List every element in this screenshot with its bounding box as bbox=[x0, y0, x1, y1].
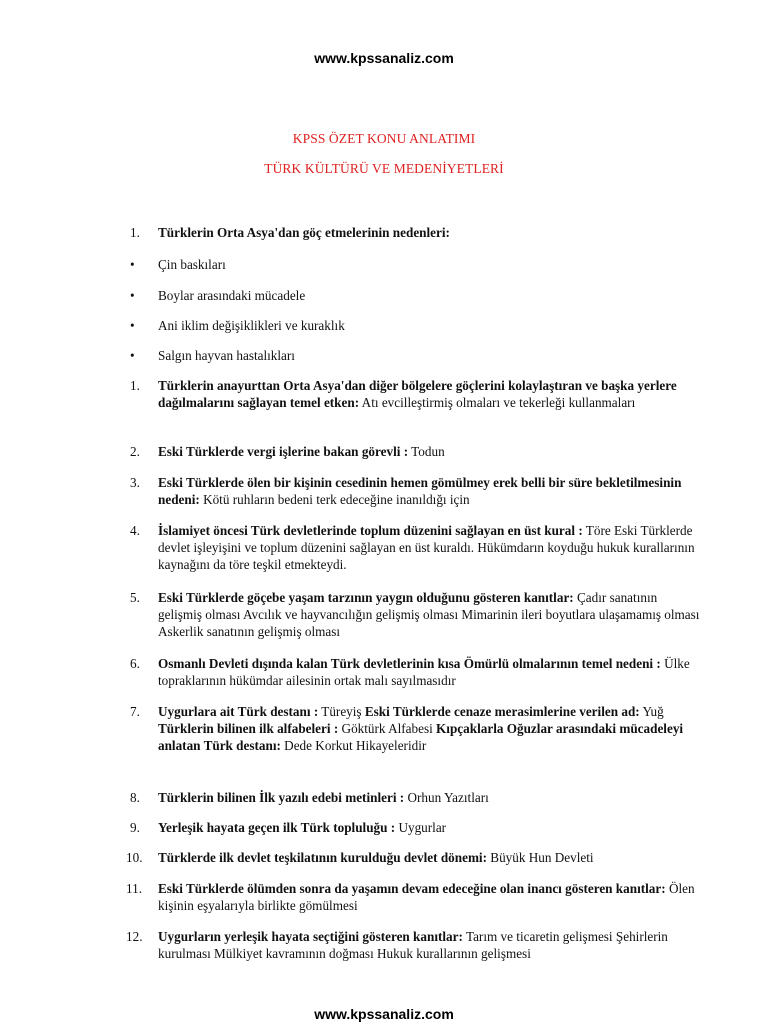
site-header: www.kpssanaliz.com bbox=[314, 50, 454, 66]
bullet-icon: • bbox=[130, 318, 135, 333]
title-block bbox=[0, 130, 768, 177]
item-question: İslamiyet öncesi Türk devletlerinde toplum düzenini sağlayan en üst kural : bbox=[158, 523, 583, 538]
bullet-icon: • bbox=[130, 257, 135, 272]
bullet-item bbox=[130, 317, 345, 334]
intro-heading bbox=[130, 224, 700, 241]
list-item bbox=[130, 789, 700, 806]
bullet-text: Salgın hayvan hastalıkları bbox=[158, 348, 295, 363]
intro-heading-text: Türklerin Orta Asya'dan göç etmelerinin nedenleri: bbox=[158, 225, 450, 240]
item-number: 5. bbox=[130, 590, 140, 605]
bullet-item bbox=[130, 287, 305, 304]
item-question: Eski Türklerde cenaze merasimlerine verilen ad: bbox=[364, 704, 640, 719]
item-number: 3. bbox=[130, 475, 140, 490]
list-item bbox=[126, 880, 700, 914]
bullet-icon: • bbox=[130, 348, 135, 363]
list-item bbox=[130, 474, 700, 508]
item-question: Yerleşik hayata geçen ilk Türk topluluğu : bbox=[158, 820, 396, 835]
list-item bbox=[130, 443, 700, 460]
list-item bbox=[130, 377, 700, 411]
item-answer: Orhun Yazıtları bbox=[404, 790, 489, 805]
item-number: 11. bbox=[126, 881, 142, 896]
item-question: Türklerde ilk devlet teşkilatının kurulduğu devlet dönemi: bbox=[158, 850, 487, 865]
item-answer: Tarım ve ticaretin gelişmesi Şehirlerin kurulması Mülkiyet kavramının doğması Hukuk kurallarının gelişmesi bbox=[158, 929, 668, 961]
item-number: 4. bbox=[130, 523, 140, 538]
item-question: Eski Türklerde göçebe yaşam tarzının yaygın olduğunu gösteren kanıtlar: bbox=[158, 590, 574, 605]
item-number: 6. bbox=[130, 656, 140, 671]
site-footer: www.kpssanaliz.com bbox=[314, 1006, 454, 1022]
item-question: Osmanlı Devleti dışında kalan Türk devletlerinin kısa Ömürlü olmalarının temel nedeni : bbox=[158, 656, 661, 671]
item-question: Kıpçaklarla Oğuzlar arasındaki mücadeleyi anlatan Türk destanı: bbox=[158, 721, 684, 753]
item-number: 9. bbox=[130, 820, 140, 835]
bullet-item bbox=[130, 256, 226, 273]
item-answer: Uygurlar bbox=[395, 820, 447, 835]
item-question: Uygurlara ait Türk destanı : bbox=[158, 704, 319, 719]
item-answer: Dede Korkut Hikayeleridir bbox=[280, 738, 427, 753]
item-question: Türklerin anayurttan Orta Asya'dan diğer bölgelere göçlerini kolaylaştıran ve başka yerlere dağılmalarını sağlayan temel etken: bbox=[158, 378, 677, 410]
item-number: 8. bbox=[130, 790, 140, 805]
bullet-item bbox=[130, 347, 295, 364]
list-item bbox=[126, 928, 700, 962]
item-question: Türklerin bilinen İlk yazılı edebi metinleri : bbox=[158, 790, 405, 805]
item-answer: Büyük Hun Devleti bbox=[487, 850, 594, 865]
list-item bbox=[130, 819, 700, 836]
list-item bbox=[130, 522, 700, 573]
item-number: 2. bbox=[130, 444, 140, 459]
item-answer: Çadır sanatının gelişmiş olması Avcılık ve hayvancılığın gelişmiş olması Mimarinin ileri boyutlara ulaşamamış olması Askerlik sanatının gelişmiş olması bbox=[158, 590, 700, 639]
list-item bbox=[130, 703, 700, 754]
bullet-text: Çin baskıları bbox=[158, 257, 226, 272]
document-subtitle: TÜRK KÜLTÜRÜ VE MEDENİYETLERİ bbox=[264, 161, 504, 176]
list-item bbox=[130, 589, 700, 640]
item-number: 1. bbox=[130, 225, 140, 240]
item-answer: Todun bbox=[408, 444, 445, 459]
bullet-icon: • bbox=[130, 288, 135, 303]
list-item bbox=[126, 849, 700, 866]
item-answer: Yuğ bbox=[639, 704, 664, 719]
item-question: Uygurların yerleşik hayata seçtiğini gösteren kanıtlar: bbox=[158, 929, 463, 944]
item-answer: Göktürk Alfabesi bbox=[338, 721, 437, 736]
item-question: Eski Türklerde vergi işlerine bakan görevli : bbox=[158, 444, 409, 459]
list-item bbox=[130, 655, 700, 689]
item-question: Türklerin bilinen ilk alfabeleri : bbox=[158, 721, 339, 736]
item-answer: Ülke topraklarının hükümdar ailesinin ortak malı sayılmasıdır bbox=[158, 656, 690, 688]
item-number: 1. bbox=[130, 378, 140, 393]
item-number: 7. bbox=[130, 704, 140, 719]
bullet-text: Boylar arasındaki mücadele bbox=[158, 288, 306, 303]
item-question: Eski Türklerde ölümden sonra da yaşamın devam edeceğine olan inancı gösteren kanıtlar: bbox=[158, 881, 666, 896]
item-answer: Töre Eski Türklerde devlet işleyişini ve toplum düzenini sağlayan en üst kuraldı. Hükümdarın koyduğu hukuk kurallarının kaynağını da töre teşkil etmekteydi. bbox=[158, 523, 695, 572]
item-answer: Kötü ruhların bedeni terk edeceğine inanıldığı için bbox=[199, 492, 470, 507]
item-answer: Atı evcilleştirmiş olmaları ve tekerleği kullanmaları bbox=[359, 395, 636, 410]
item-question: Eski Türklerde ölen bir kişinin cesedinin hemen gömülmey erek belli bir süre bekletilmesinin nedeni: bbox=[158, 475, 682, 507]
document-title: KPSS ÖZET KONU ANLATIMI bbox=[292, 131, 476, 146]
item-answer: Türeyiş bbox=[318, 704, 365, 719]
item-number: 12. bbox=[126, 929, 143, 944]
item-number: 10. bbox=[126, 850, 143, 865]
item-answer: Ölen kişinin eşyalarıyla birlikte gömülmesi bbox=[158, 881, 695, 913]
bullet-text: Ani iklim değişiklikleri ve kuraklık bbox=[158, 318, 345, 333]
